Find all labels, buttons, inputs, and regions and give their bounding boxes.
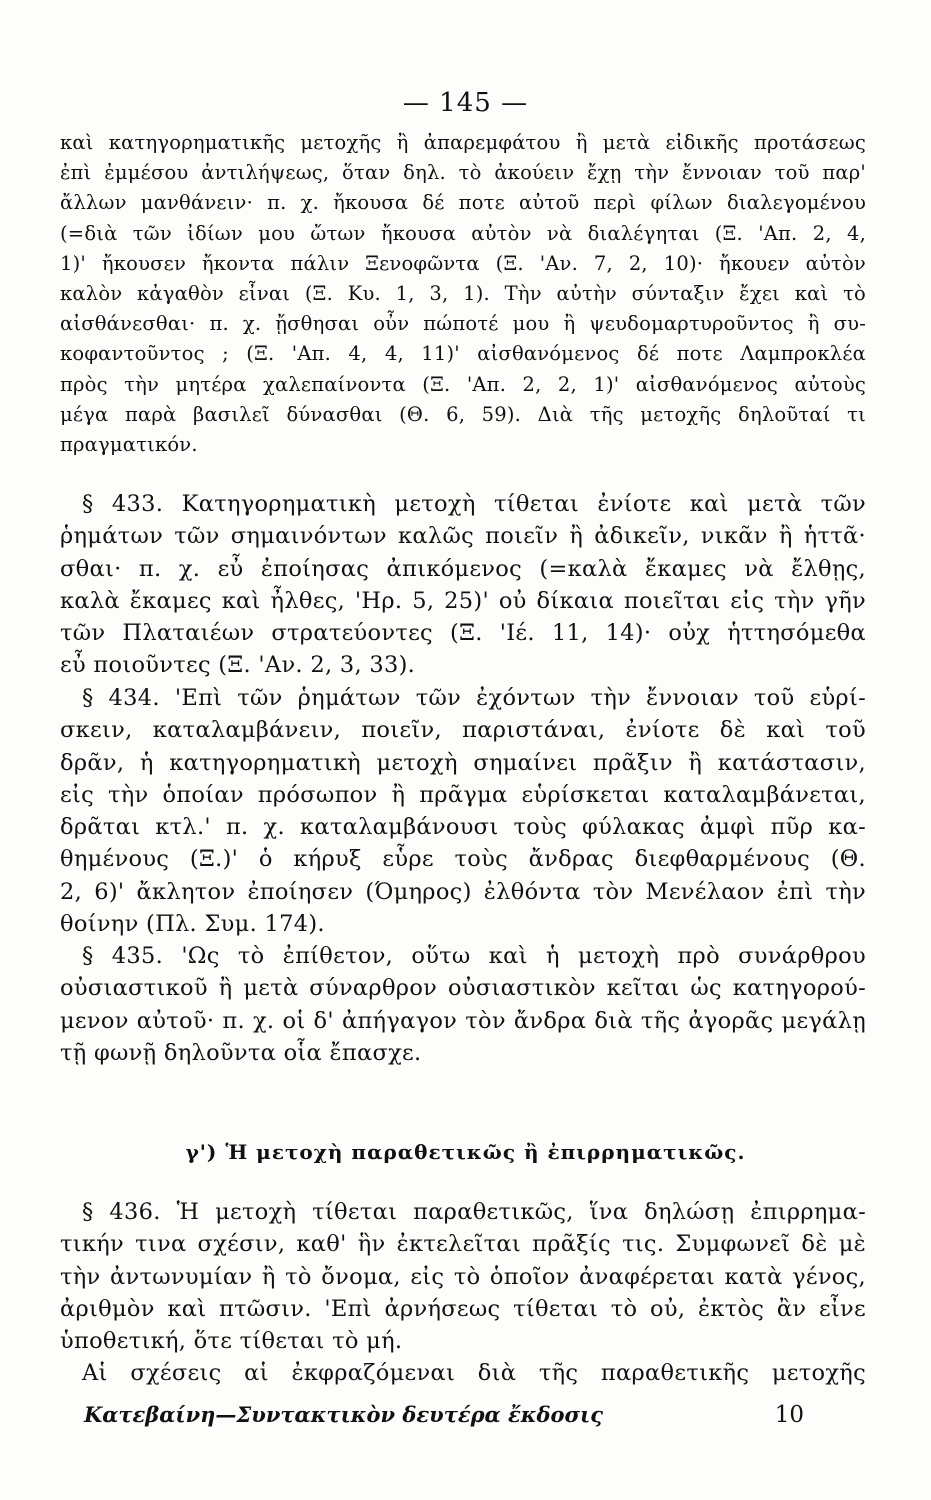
- page-number: — 145 —: [402, 88, 529, 118]
- text-line: Αἱ σχέσεις αἱ ἐκφραζόμεναι διὰ τῆς παραθετικῆς μετοχῆς: [82, 1360, 866, 1387]
- paragraph-continuation: [60, 128, 866, 460]
- text-line: ὑποθετική, ὅτε τίθεται τὸ μή.: [60, 1328, 403, 1355]
- footer: [84, 1402, 804, 1427]
- text-line: μενον αὐτοῦ· π. χ. οἱ δ' ἀπήγαγον τὸν ἄνδρα διὰ τῆς ἀγορᾶς μεγάλῃ: [60, 1007, 866, 1034]
- text-line: πραγματικόν.: [60, 432, 198, 456]
- section-433: [60, 488, 866, 682]
- text-line: καλὸν κἀγαθὸν εἶναι (Ξ. Κυ. 1, 3, 1). Τὴν αὐτὴν σύνταξιν ἔχει καὶ τὸ: [60, 281, 866, 305]
- text-line: τὴν ἀντωνυμίαν ἢ τὸ ὄνομα, εἰς τὸ ὁποῖον ἀναφέρεται κατὰ γένος,: [60, 1263, 866, 1290]
- text-line: μέγα παρὰ βασιλεῖ δύνασθαι (Θ. 6, 59). Διὰ τῆς μετοχῆς δηλοῦταί τι: [60, 402, 866, 426]
- text-line: σκειν, καταλαμβάνειν, ποιεῖν, παριστάναι, ἐνίοτε δὲ καὶ τοῦ: [60, 717, 866, 744]
- section-heading-line: § 436. Ἡ μετοχὴ τίθεται παραθετικῶς, ἵνα δηλώσῃ ἐπιρρημα-: [82, 1199, 866, 1225]
- footer-title: Κατεβαίνη—Συντακτικὸν δευτέρα ἔκδοσις: [84, 1402, 603, 1427]
- text-line: πρὸς τὴν μητέρα χαλεπαίνοντα (Ξ. 'Απ. 2, 2, 1)' αἰσθανόμενος αὐτοὺς: [60, 372, 866, 396]
- text-line: αἰσθάνεσθαι· π. χ. ᾔσθησαι οὖν πώποτέ μου ἢ ψευδομαρτυροῦντος ἢ συ-: [60, 312, 866, 336]
- text-line: εὖ ποιοῦντες (Ξ. 'Αν. 2, 3, 33).: [60, 652, 416, 679]
- text-line: κοφαντοῦντος ; (Ξ. 'Απ. 4, 4, 11)' αἰσθανόμενος δέ ποτε Λαμπροκλέα: [60, 342, 866, 366]
- text-line: 2, 6)' ἄκλητον ἐποίησεν (Όμηρος) ἐλθόντα τὸν Μενέλαον ἐπὶ τὴν: [60, 878, 866, 905]
- section-heading-line: § 435. 'Ως τὸ ἐπίθετον, οὕτω καὶ ἡ μετοχὴ πρὸ συνάρθρου: [82, 943, 866, 969]
- section-436: [60, 1196, 866, 1390]
- text-line: ῥημάτων τῶν σημαινόντων καλῶς ποιεῖν ἢ ἀδικεῖν, νικᾶν ἢ ἡττᾶ·: [60, 523, 866, 550]
- text-line: δρᾶται κτλ.' π. χ. καταλαμβάνουσι τοὺς φύλακας ἀμφὶ πῦρ κα-: [60, 814, 866, 841]
- text-line: θημένους (Ξ.)' ὁ κήρυξ εὗρε τοὺς ἄνδρας διεφθαρμένους (Θ.: [60, 846, 866, 873]
- text-line: τικήν τινα σχέσιν, καθ' ἣν ἐκτελεῖται πρᾶξίς τις. Συμφωνεῖ δὲ μὲ: [60, 1231, 866, 1258]
- text-line: ἄλλων μανθάνειν· π. χ. ἤκουσα δέ ποτε αὐτοῦ περὶ φίλων διαλεγομένου: [60, 191, 866, 215]
- text-line: τῶν Πλαταιέων στρατεύοντες (Ξ. 'Ιέ. 11, 14)· οὐχ ἡττησόμεθα: [60, 620, 866, 647]
- section-435: [60, 940, 866, 1069]
- signature-number: 10: [774, 1402, 804, 1428]
- text-line: καλὰ ἔκαμες καὶ ἦλθες, 'Ηρ. 5, 25)' οὐ δίκαια ποιεῖται εἰς τὴν γῆν: [60, 587, 866, 614]
- text-line: θοίνην (Πλ. Συμ. 174).: [60, 911, 325, 938]
- section-heading-line: § 433. Κατηγορηματικὴ μετοχὴ τίθεται ἐνίοτε καὶ μετὰ τῶν: [82, 491, 866, 517]
- text-line: δρᾶν, ἡ κατηγορηματικὴ μετοχὴ σημαίνει πρᾶξιν ἢ κατάστασιν,: [60, 749, 866, 776]
- section-heading-line: § 434. 'Επὶ τῶν ῥημάτων τῶν ἐχόντων τὴν ἔννοιαν τοῦ εὑρί-: [82, 685, 866, 711]
- text-line: σθαι· π. χ. εὖ ἐποίησας ἀπικόμενος (=καλὰ ἔκαμες νὰ ἔλθῃς,: [60, 555, 866, 582]
- text-line: οὐσιαστικοῦ ἢ μετὰ σύναρθρον οὐσιαστικὸν κεῖται ὡς κατηγορού-: [60, 975, 866, 1002]
- text-line: 1)' ἤκουσεν ἤκοντα πάλιν Ξενοφῶντα (Ξ. 'Αν. 7, 2, 10)· ἤκουεν αὐτὸν: [60, 251, 866, 275]
- text-line: καὶ κατηγορηματικῆς μετοχῆς ἢ ἀπαρεμφάτου ἢ μετὰ εἰδικῆς προτάσεως: [60, 131, 866, 154]
- subsection-heading: γ') Ἡ μετοχὴ παραθετικῶς ἢ ἐπιρρηματικῶς.: [185, 1140, 746, 1164]
- text-line: (=διὰ τῶν ἰδίων μου ὤτων ἤκουσα αὐτὸν νὰ διαλέγηται (Ξ. 'Απ. 2, 4,: [60, 221, 866, 245]
- text-line: εἰς τὴν ὁποίαν πρόσωπον ἢ πρᾶγμα εὑρίσκεται καταλαμβάνεται,: [60, 781, 866, 808]
- section-434: [60, 682, 866, 940]
- text-line: ἐπὶ ἐμμέσου ἀντιλήψεως, ὅταν δηλ. τὸ ἀκούειν ἔχῃ τὴν ἔννοιαν τοῦ παρ': [60, 161, 866, 185]
- text-line: ἀριθμὸν καὶ πτῶσιν. 'Επὶ ἀρνήσεως τίθεται τὸ οὐ, ἐκτὸς ἂν εἶνε: [60, 1295, 866, 1322]
- text-line: τῇ φωνῇ δηλοῦντα οἷα ἔπασχε.: [60, 1039, 422, 1066]
